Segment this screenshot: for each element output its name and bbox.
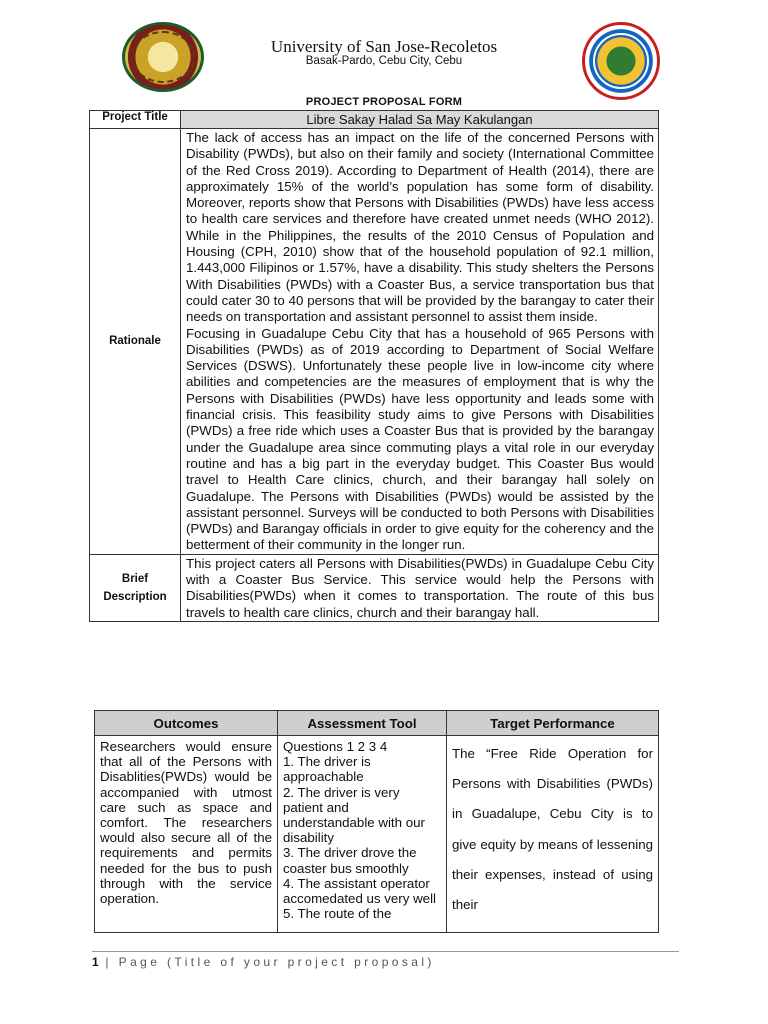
university-name: University of San Jose-Recoletos bbox=[270, 37, 498, 56]
form-title: PROJECT PROPOSAL FORM bbox=[305, 96, 463, 108]
header-target-performance: Target Performance bbox=[447, 711, 659, 736]
outcomes-row bbox=[95, 736, 659, 933]
rationale-text bbox=[181, 129, 659, 555]
header-outcomes: Outcomes bbox=[95, 711, 278, 736]
footer-text: | Page (Title of your project proposal) bbox=[105, 955, 435, 969]
target-performance-cell bbox=[447, 736, 659, 933]
school-division-seal-logo bbox=[582, 22, 660, 100]
header-assessment-tool: Assessment Tool bbox=[278, 711, 447, 736]
rationale-label: Rationale bbox=[90, 129, 181, 555]
assessment-list bbox=[283, 739, 441, 932]
outcomes-header-row bbox=[95, 711, 659, 736]
proposal-table bbox=[89, 110, 659, 622]
assessment-tool-cell bbox=[278, 736, 447, 933]
project-title-value: Libre Sakay Halad Sa May Kakulangan bbox=[181, 111, 659, 129]
brief-description-text: This project caters all Persons with Disabilities(PWDs) in Guadalupe Cebu City with a Coaster Bus Service. This service would help the Persons with Disabilities(PWDs) when it comes to transportation. The route of this bus travels to health care clinics, church and their barangay hall. bbox=[181, 554, 659, 621]
outcomes-cell bbox=[95, 736, 278, 933]
footer-divider bbox=[92, 951, 679, 952]
assessment-item: 4. The assistant operator accomedated us very well bbox=[283, 875, 436, 907]
assessment-item: 5. The route of the bbox=[283, 906, 392, 922]
rationale-paragraph-1: The lack of access has an impact on the life of the concerned Persons with Disability (PWDs), but also on their family and society (International Committee of the Red Cross 2019). According to Department of Health (2014), there are approximately 15% of the world’s population has some form of disability. Moreover, reports show that Persons with Disabilities (PWDs) have less access to health care services and therefore have created unmet needs (WHO 2012). While in the Philippines, the results of the 2010 Census of Population and Housing (CPH, 2010) show that of the household population of 92.1 million, 1.443,000 Filipinos or 1.57%, have a disability. This study shelters the Persons With Disabilities (PWDs) with a Coaster Bus, a service transportation bus that could cater 30 to 40 persons that will be provided by the barangay to cater their needs on transportation and assistant personnel to assist them inside. bbox=[186, 130, 654, 325]
page-footer bbox=[92, 955, 435, 969]
outcomes-table bbox=[94, 710, 659, 933]
page-number: 1 bbox=[92, 955, 99, 969]
rationale-paragraph-2: Focusing in Guadalupe Cebu City that has a household of 965 Persons with Disabilities (PWDs) as of 2019 according to Department of Social Welfare Services (DSWS). Unfortunately these people live in low-income city where abilities and competencies are the measures of employment that is why the Persons with Disabilities (PWDs) have less opportunity and leads some with financial crisis. This feasibility study aims to give Persons with Disabilities (PWDs) a free ride which uses a Coaster Bus that is provided by the barangay under the Guadalupe area since commuting plays a vital role in our everyday routine and has a big part in the everyday budget. This Coaster Bus would travel to Health Care clinics, church, and their barangay hall solely on Guadalupe. The Persons with Disabilities (PWDs) would be assisted by the assistant personnel. Surveys will be conducted to both Persons with Disabilities (PWDs) and Barangay officials in order to give equity for the coherency and the betterment of their community in the longer run. bbox=[186, 325, 654, 553]
questions-line: Questions 1 2 3 4 bbox=[283, 739, 388, 754]
project-title-row bbox=[90, 111, 659, 129]
brief-description-row bbox=[90, 554, 659, 621]
document-header bbox=[0, 0, 768, 100]
target-performance-text: The “Free Ride Operation for Persons with Disabilities (PWDs) in Guadalupe, Cebu City is to give equity by means of lessening their expenses, instead of using their bbox=[452, 746, 653, 913]
assessment-item: 1. The driver is approachable bbox=[283, 754, 371, 785]
outcomes-text: Researchers would ensure that all of the Persons with Disablities(PWDs) would be accompanied with utmost care such as space and comfort. The researchers would also secure all of the requirements and permits needed for the bus to push through with the service operation. bbox=[100, 739, 272, 907]
project-title-label: Project Title bbox=[90, 111, 181, 129]
assessment-item: 3. The driver drove the coaster bus smoothly bbox=[283, 845, 417, 876]
assessment-item: 2. The driver is very patient and understandable with our disability bbox=[283, 784, 425, 846]
rationale-row bbox=[90, 129, 659, 555]
brief-description-label: Brief Description bbox=[90, 554, 181, 621]
university-address: Basak-Pardo, Cebu City, Cebu bbox=[305, 55, 463, 67]
